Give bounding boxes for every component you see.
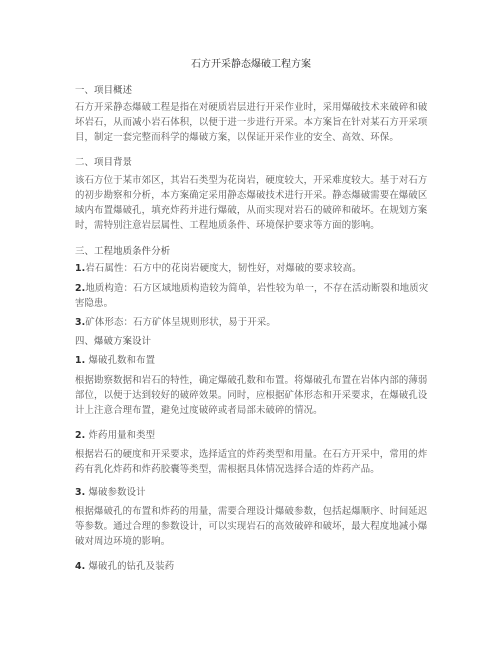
subsection-paragraph: 根据爆破孔的布置和炸药的用量，需要合理设计爆破参数，包括起爆顺序、时间延迟等参数。通过合理的参数设计，可以实现岩石的高效破碎和破坏，最大程度地减小爆破对周边环境的影响。 [75, 506, 428, 547]
list-item-text: 地质构造：石方区域地质构造较为简单，岩性较为单一，不存在活动断裂和地质灾害隐患。 [75, 283, 429, 309]
section-heading-geology: 三、工程地质条件分析 [75, 246, 171, 257]
list-item-text: 矿体形态：石方矿体呈规则形状，易于开采。 [85, 317, 276, 328]
subsection-title-text: 爆破孔数和布置 [88, 355, 156, 366]
subsection-number: 4. [75, 561, 86, 572]
subsection-title [75, 428, 435, 443]
subsection-number: 3. [75, 487, 86, 498]
subsection-title-text: 爆破孔的钻孔及装药 [88, 561, 175, 572]
list-item [75, 281, 435, 311]
subsection-paragraph: 根据岩石的硬度和开采要求，选择适宜的炸药类型和用量。在石方开采中，常用的炸药有乳化炸药和炸药胶囊等类型，需根据具体情况选择合适的炸药产品。 [75, 449, 428, 475]
subsection-title-text: 爆破参数设计 [88, 487, 146, 498]
section-heading-blast-design: 四、爆破方案设计 [75, 336, 152, 347]
document-title: 石方开采静态爆破工程方案 [191, 59, 311, 70]
subsection-title [75, 485, 435, 500]
section-heading-background: 二、项目背景 [75, 157, 133, 168]
list-item-number: 3. [75, 317, 86, 328]
section-paragraph-overview: 石方开采静态爆破工程是指在对硬质岩层进行开采作业时，采用爆破技术来破碎和破坏岩石，从而减小岩石体积，以便于进一步进行开采。本方案旨在针对某石方开采项目，制定一套完整而科学的爆破方案，以保证开采作业的安全、高效、环保。 [75, 102, 428, 143]
subsection-title-text: 炸药用量和类型 [88, 430, 156, 441]
subsection-title [75, 559, 435, 574]
section-heading-overview: 一、项目概述 [75, 85, 133, 96]
section-paragraph-background: 该石方位于某市郊区，其岩石类型为花岗岩，硬度较大，开采难度较大。基于对石方的初步勘察和分析，本方案确定采用静态爆破技术进行开采。静态爆破需要在爆破区域内布置爆破孔，填充炸药并进行爆破，从而实现对岩石的破碎和破坏。在规划方案时，需特别注意岩层属性、工程地质条件、环境保护要求等方面的影响。 [75, 175, 428, 231]
subsection-number: 1. [75, 355, 86, 366]
subsection-number: 2. [75, 430, 86, 441]
list-item [75, 261, 435, 276]
list-item [75, 315, 435, 330]
list-item-text: 岩石属性：石方中的花岗岩硬度大，韧性好，对爆破的要求较高。 [85, 263, 362, 274]
list-item-number: 1. [75, 263, 86, 274]
subsection-title [75, 353, 435, 368]
subsection-paragraph: 根据勘察数据和岩石的特性，确定爆破孔数和布置。将爆破孔布置在岩体内部的薄弱部位，以便于达到较好的破碎效果。同时，应根据矿体形态和开采要求，在爆破孔设计上注意合理布置，避免过度破碎或者局部未破碎的情况。 [75, 375, 428, 416]
list-item-number: 2. [75, 283, 86, 294]
